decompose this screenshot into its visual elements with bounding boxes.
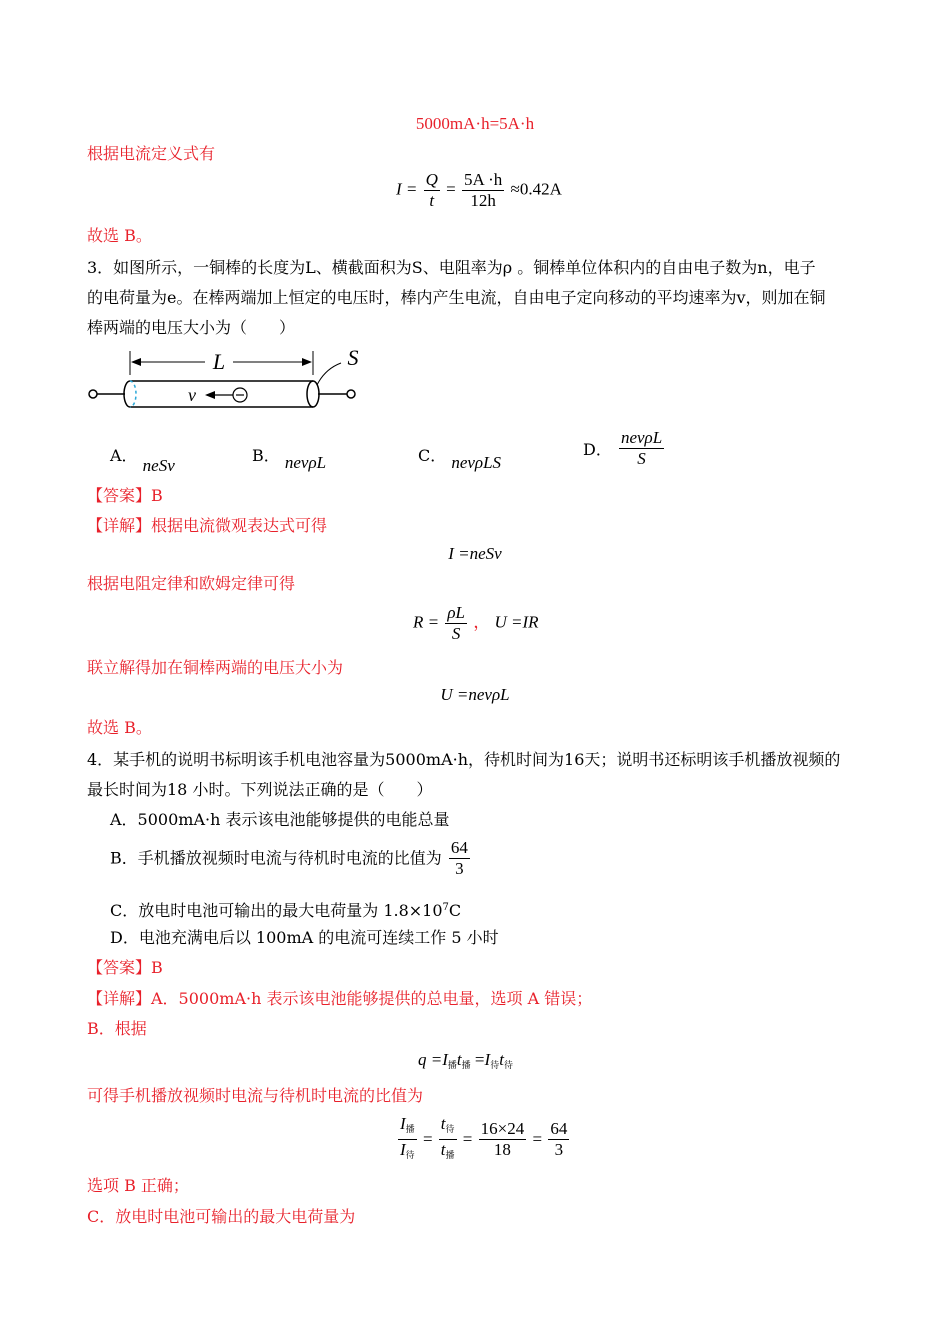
q3-combine-line: 联立解得加在铜棒两端的电压大小为 (87, 658, 344, 677)
eq-r-den: S (451, 624, 461, 643)
eq-ratio-res-num: 64 (550, 1119, 568, 1138)
velocity-arrowhead (205, 391, 215, 399)
q3-eq-voltage: U =nevρL (440, 685, 510, 704)
eq-ratio-t-num: t (440, 1114, 446, 1133)
eq-ratio-current (398, 1114, 417, 1165)
q4-option-b-den: 3 (455, 859, 464, 878)
q4-option-a[interactable]: A．5000mA·h 表示该电池能够提供的电能总量 (110, 810, 450, 829)
current-equation (396, 170, 562, 211)
q3-line3: 棒两端的电压大小为（ ） (87, 318, 296, 337)
q3-option-d-label: D． (583, 440, 612, 459)
eq1-frac-q-t (424, 170, 440, 211)
eq1-frac-values (462, 170, 504, 211)
q3-option-a-label: A． (110, 446, 138, 465)
left-terminal (89, 390, 97, 398)
eq-ratio-i-den: I (400, 1140, 406, 1159)
eq-ratio-res-den: 3 (554, 1140, 564, 1159)
eq-r-frac (445, 603, 467, 644)
eq-ratio-time (439, 1114, 457, 1165)
q4-b-correct: 选项 B 正确； (87, 1176, 189, 1195)
q4-answer: 【答案】B (87, 958, 163, 977)
q3-option-b[interactable] (252, 443, 327, 472)
top-equation: 5000mA·h=5A·h (415, 114, 535, 133)
q3-eq-current: I =neSv (448, 544, 502, 563)
eq-ratio-i-den-sub: 待 (405, 1150, 415, 1160)
dim-arrow-left (131, 358, 141, 366)
q4-option-c-exponent: 7 (442, 902, 449, 913)
eq-q-i2: I (484, 1050, 491, 1069)
eq-ratio-i-num: I (400, 1114, 406, 1133)
eq1-lhs: I = (396, 179, 418, 199)
eq-ratio-t-num-sub: 待 (445, 1124, 455, 1134)
q3-detail-intro: 【详解】根据电流微观表达式可得 (87, 516, 328, 535)
q4-option-b-frac (449, 838, 470, 879)
q3-option-d-num: nevρL (620, 428, 663, 447)
eq-r-num: ρL (447, 603, 465, 622)
eq-q-t1: t (456, 1050, 462, 1069)
eq1-frac2-den: 12h (470, 191, 496, 210)
eq-ratio-t-den-sub: 播 (445, 1150, 455, 1160)
q4-detail-a: 【详解】A．5000mA·h 表示该电池能够提供的总电量，选项 A 错误； (87, 989, 593, 1008)
label-L: L (212, 349, 226, 374)
eq-ratio-i-num-sub: 播 (405, 1124, 415, 1134)
q4-line1: 4．某手机的说明书标明该手机电池容量为5000mA·h，待机时间为16天；说明书还标明该手机播放视频的 (87, 750, 841, 769)
q3-answer: 【答案】B (87, 486, 163, 505)
eq-q-sub2: 播 (461, 1060, 471, 1070)
q3-line1: 3．如图所示，一铜棒的长度为L、横截面积为S、电阻率为ρ 。铜棒单位体积内的自由电子数为n，电子 (87, 258, 816, 277)
q4-option-c-unit: C (448, 901, 462, 920)
copper-rod-figure (85, 345, 365, 415)
label-v: v (188, 385, 196, 405)
dim-arrow-right (302, 358, 312, 366)
s-leader (317, 363, 341, 385)
q4-option-c[interactable] (110, 898, 461, 921)
eq1-frac1-num: Q (425, 170, 438, 189)
q4-option-d[interactable]: D．电池充满电后以 100mA 的电流可连续工作 5 小时 (110, 928, 499, 947)
q3-option-a-expr: neSv (142, 456, 175, 475)
eq-q-sub3: 待 (490, 1060, 500, 1070)
q3-eq-resistance (413, 603, 539, 644)
q3-option-d-den: S (637, 449, 646, 468)
q3-option-d-frac (619, 428, 664, 469)
eq-ratio-t-den: t (440, 1140, 446, 1159)
q4-option-b-num: 64 (450, 838, 468, 857)
q4-option-b-text: B．手机播放视频时电流与待机时电流的比值为 (110, 848, 442, 868)
eq-r-separator: ， (473, 612, 491, 632)
q3-option-c-label: C． (418, 446, 447, 465)
eq1-equals: = (446, 179, 456, 199)
q3-option-c[interactable] (418, 443, 502, 472)
eq-q-sub1: 播 (447, 1060, 457, 1070)
eq-ohm: U =IR (494, 612, 539, 632)
eq-q-t2: t (499, 1050, 504, 1069)
q4-eq-ratio: $\frac{I_播}{I_待}$ = $\frac{t_待}{t_播}$ = $\frac{16\times 24}{18}$ = $\frac{64}{3}$ (396, 1114, 571, 1165)
conclusion-1: 故选 B。 (87, 226, 152, 245)
eq-q-lhs: q = (418, 1050, 443, 1069)
q4-option-b[interactable] (110, 838, 472, 879)
q3-resistance-line: 根据电阻定律和欧姆定律可得 (87, 574, 296, 593)
q3-option-d[interactable] (583, 428, 666, 469)
eq-q-equals: = (474, 1050, 485, 1069)
right-terminal (347, 390, 355, 398)
eq-ratio-mid-den: 18 (493, 1140, 511, 1159)
eq1-frac1-den: t (429, 191, 435, 210)
eq-q-sub4: 待 (503, 1060, 513, 1070)
q3-option-b-label: B． (252, 446, 280, 465)
eq-ratio-values (479, 1119, 527, 1160)
eq-q-i1: I (442, 1050, 448, 1069)
q4-line2: 最长时间为18 小时。下列说法正确的是（ ） (87, 780, 433, 799)
eq1-rhs: ≈0.42A (510, 179, 562, 199)
eq1-frac2-num: 5A ·h (464, 170, 503, 189)
current-definition-line: 根据电流定义式有 (87, 144, 216, 163)
q4-ratio-line: 可得手机播放视频时电流与待机时电流的比值为 (87, 1086, 424, 1105)
q3-option-b-expr: nevρL (284, 453, 327, 472)
q3-line2: 的电荷量为e。在棒两端加上恒定的电压时，棒内产生电流，自由电子定向移动的平均速率为v，则加在铜 (87, 288, 826, 307)
q4-eq-charge (418, 1050, 513, 1071)
q3-option-a[interactable] (110, 443, 175, 475)
q3-option-c-expr: nevρLS (451, 453, 502, 472)
eq-r-lhs: R = (413, 612, 440, 632)
label-S: S (347, 345, 359, 370)
rod-left-cross-section (130, 381, 136, 407)
q4-option-c-text: C．放电时电池可输出的最大电荷量为 1.8×10 (110, 901, 443, 920)
q4-detail-c: C．放电时电池可输出的最大电荷量为 (87, 1207, 356, 1226)
q3-conclusion: 故选 B。 (87, 718, 152, 737)
eq-ratio-mid-num: 16×24 (480, 1119, 525, 1138)
q4-detail-b: B．根据 (87, 1019, 147, 1038)
eq-ratio-result (548, 1119, 569, 1160)
